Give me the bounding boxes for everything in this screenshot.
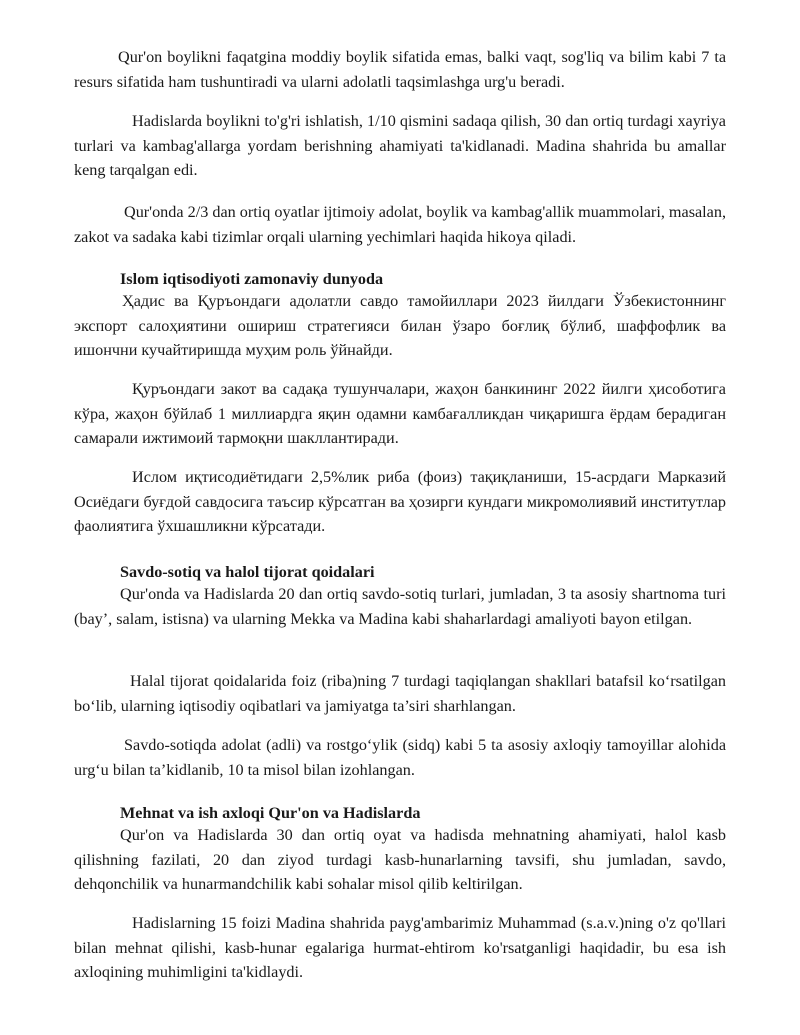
paragraph-labor-importance: Qur'on va Hadislarda 30 dan ortiq oyat va hadisda mehnatning ahamiyati, halol kasb qilishning fazilati, 20 dan ziyod turdagi kasb-hunarlarning tavsifi, shu jumladan, savdo, dehqonchilik va hunarmandchilik kabi sohalar misol qilib keltirilgan. xyxy=(74,826,726,894)
paragraph-trade-ethics: Savdo-sotiqda adolat (adli) va rostgo‘ylik (sidq) kabi 5 ta asosiy axloqiy tamoyillar alohida urg‘u bilan ta’kidlanib, 10 ta misol bilan izohlangan. xyxy=(74,736,726,779)
paragraph-riba-forms: Halal tijorat qoidalarida foiz (riba)ning 7 turdagi taqiqlangan shakllari batafsil ko‘rsatilgan bo‘lib, ularning iqtisodiy oqibatlari va jamiyatga ta’siri sharhlangan. xyxy=(74,672,726,715)
paragraph-prophet-labor: Hadislarning 15 foizi Madina shahrida payg'ambarimiz Muhammad (s.a.v.)ning o'z qo'llari bilan mehnat qilishi, kasb-hunar egalariga hurmat-ehtirom ko'rsatganligi haqidadir, bu esa ish axloqining muhimligini ta'kidlaydi. xyxy=(74,914,726,982)
section-heading-work-ethics: Mehnat va ish axloqi Qur'on va Hadislarda xyxy=(120,804,421,822)
paragraph-trade-types: Qur'onda va Hadislarda 20 dan ortiq savdo-sotiq turlari, jumladan, 3 ta asosiy shartnoma turi (bay’, salam, istisna) va ularning Mekka va Madina kabi shaharlardagi amaliyoti bayon etilgan. xyxy=(74,585,726,628)
paragraph-fair-trade-export: Ҳадис ва Қуръондаги адолатли савдо тамойиллари 2023 йилдаги Ўзбекистоннинг экспорт салоҳиятини ошириш стратегияси билан ўзаро боғлиқ бўлиб, шаффофлик ва ишончни кучайтиришда муҳим роль ўйнайди. xyxy=(74,292,726,360)
paragraph-quran-wealth-resources: Qur'on boylikni faqatgina moddiy boylik sifatida emas, balki vaqt, sog'liq va bilim kabi 7 ta resurs sifatida ham tushuntiradi va ularni adolatli taqsimlashga urg'u beradi. xyxy=(74,48,726,91)
section-heading-halal-trade: Savdo-sotiq va halol tijorat qoidalari xyxy=(120,563,375,581)
paragraph-hadith-charity: Hadislarda boylikni to'g'ri ishlatish, 1/10 qismini sadaqa qilish, 30 dan ortiq turdagi xayriya turlari va kambag'allarga yordam berishning ahamiyati ta'kidlanadi. Madina shahrida bu amallar keng tarqalgan edi. xyxy=(74,112,726,180)
paragraph-quran-social-justice: Qur'onda 2/3 dan ortiq oyatlar ijtimoiy adolat, boylik va kambag'allik muammolari, masalan, zakot va sadaka kabi tizimlar orqali ularning yechimlari haqida hikoya qiladi. xyxy=(74,203,726,246)
paragraph-zakat-world-bank: Қуръондаги закот ва садақа тушунчалари, жаҳон банкининг 2022 йилги ҳисоботига кўра, жаҳон бўйлаб 1 миллиардга яқин одамни камбағалликдан чиқаришга ёрдам берадиган самарали ижтимоий тармоқни шакллантиради. xyxy=(74,380,726,448)
paragraph-riba-prohibition: Ислом иқтисодиётидаги 2,5%лик риба (фоиз) тақиқланиши, 15-асрдаги Марказий Осиёдаги буғдой савдосига таъсир кўрсатган ва ҳозирги кундаги микромолиявий институтлар фаолиятига ўхшашликни кўрсатади. xyxy=(74,468,726,536)
section-heading-islamic-economy: Islom iqtisodiyoti zamonaviy dunyoda xyxy=(120,270,384,288)
